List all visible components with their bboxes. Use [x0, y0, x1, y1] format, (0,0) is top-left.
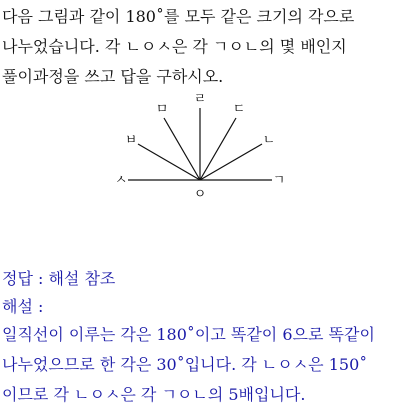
label-digeut: ㄷ	[232, 102, 246, 117]
question-line-2: 나누었습니다. 각 ㄴㅇㅅ은 각 ㄱㅇㄴ의 몇 배인지	[2, 37, 347, 56]
label-ieung: ㅇ	[193, 187, 207, 202]
question-text	[2, 2, 398, 92]
label-rieul: ㄹ	[193, 94, 207, 107]
question-line-1: 다음 그림과 같이 180˚를 모두 같은 크기의 각으로	[2, 7, 355, 26]
answer-section	[2, 265, 398, 411]
explanation-label: 해설 :	[2, 297, 44, 316]
ray-digeut	[200, 118, 236, 180]
label-siot: ㅅ	[114, 173, 128, 188]
label-nieun: ㄴ	[262, 133, 276, 148]
answer-label: 정답 : 해설 참조	[2, 269, 116, 288]
label-bieup: ㅂ	[124, 133, 138, 148]
angle-figure	[0, 94, 400, 204]
ray-bieup	[138, 144, 200, 180]
label-mieum: ㅁ	[155, 102, 169, 117]
angle-figure-svg	[0, 94, 400, 204]
ray-mieum	[164, 118, 200, 180]
explanation-line-3: 이므로 각 ㄴㅇㅅ은 각 ㄱㅇㄴ의 5배입니다.	[2, 385, 306, 404]
ray-nieun	[200, 144, 262, 180]
explanation-line-2: 나누었으므로 한 각은 30˚입니다. 각 ㄴㅇㅅ은 150˚	[2, 355, 368, 374]
explanation-line-1: 일직선이 이루는 각은 180˚이고 똑같이 6으로 똑같이	[2, 325, 375, 344]
label-giyeok: ㄱ	[272, 173, 286, 188]
question-line-3: 풀이과정을 쓰고 답을 구하시오.	[2, 67, 224, 86]
